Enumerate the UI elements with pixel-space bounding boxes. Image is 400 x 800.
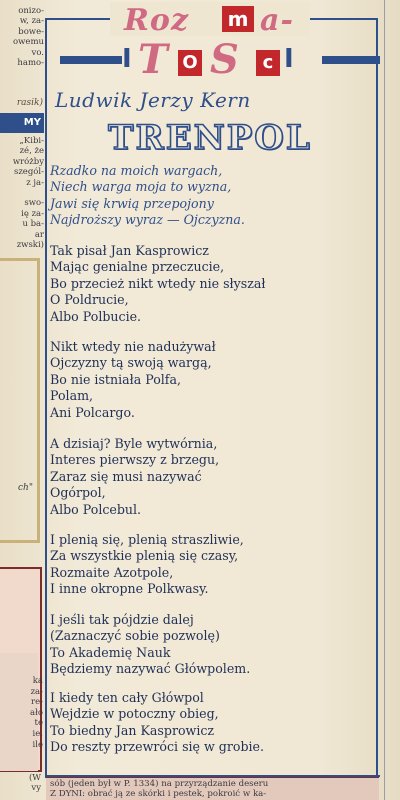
next-article-fragment [46,777,379,800]
fragment-text-2: „Kibi- zé, że wróżby szegól- z ja- swo- ię za- u ba- ar zwski) [12,136,44,251]
poem-stanza-1 [50,243,370,325]
poem-line: (Zaznaczyć sobie pozwolę) [50,628,220,644]
poem-stanza-2 [50,339,370,421]
poem-line: I plenią się, plenią straszliwie, [50,532,244,547]
header-script-s: S [210,36,239,83]
poem-author: Ludwik Jerzy Kern [55,88,251,112]
poem-line: Ogórpol, [50,485,106,501]
poem-line: Będziemy nazywać Główpolem. [50,661,251,677]
poem-line: O Poldrucie, [50,292,129,308]
header-script-right: a- [260,3,294,38]
poem-line: Wejdzie w potoczny obieg, [50,706,219,722]
poem-line: Interes pierwszy z brzegu, [50,452,220,468]
header-red-box-m: m [222,6,254,32]
poem-stanza-6 [50,690,370,756]
poem-line: To biedny Jan Kasprowicz [50,722,215,738]
poem-line: Mając genialne przeczucie, [50,259,225,275]
fragment-heading-band: MY [0,113,44,133]
poem-line: Albo Polbucie. [50,308,142,324]
epigraph-line: Jawi się krwią przepojony [50,195,214,211]
poem-epigraph [50,163,370,229]
poem-line: Ojczyzny tą swoją wargą, [50,355,212,371]
next-article-line: sób (jeden był w P. 1334) na przyrządzanie deseru [50,779,269,789]
poem-title: TRENPOL [108,118,312,158]
epigraph-line: Niech warga moja to wyzna, [50,179,232,195]
adjacent-column-fragments [0,0,45,800]
poem-line: Polam, [50,388,94,404]
poem-stanza-4 [50,532,370,598]
poem-line: I jeśli tak pójdzie dalej [50,612,194,627]
header-letter-i-1: I [122,44,132,74]
poem-line: Albo Polcebul. [50,501,142,517]
header-script-left: Roz [124,3,189,38]
fragment-text-3: ka za- re- ało te ie. ile [30,676,43,750]
fragment-box-1 [0,258,40,543]
fragment-text-4: (W vy [28,773,41,794]
poem-line: Do reszty przewróci się w grobie. [50,739,265,755]
header-red-box-c: c [256,50,280,76]
poem-line: I inne okropne Polkwasy. [50,581,209,597]
fragment-quote: ch" [18,483,33,493]
header-blue-bar-left [60,56,122,64]
epigraph-line: Najdroższy wyraz — Ojczyzna. [50,212,245,228]
section-header-line-1 [110,2,310,36]
poem-line: Bo nie istniała Polfa, [50,371,181,387]
poem-line: Za wszystkie plenią się czasy, [50,548,239,564]
poem-line: Bo przecież nikt wtedy nie słyszał [50,275,266,291]
poem-line: Nikt wtedy nie nadużywał [50,339,216,354]
poem-line: To Akademię Nauk [50,644,171,660]
fragment-text-1: onizo- w, za- bowe- owemu vo. hamo- [13,6,44,69]
next-article-line: Z DYNI: obrać ją ze skórki i pestek, pokroić w ka- [50,789,267,800]
poem-stanza-3 [50,436,370,518]
poem-frame-left-rule [45,18,47,778]
header-red-box-o: O [178,50,202,76]
poem-line: I kiedy ten cały Główpol [50,690,204,705]
poem-stanza-5 [50,612,370,678]
header-blue-bar-right [322,56,380,64]
poem-line: Rozmaite Azotpole, [50,564,174,580]
header-letter-i-2: I [284,44,294,74]
poem-line: Zaraz się musi nazywać [50,468,202,484]
fragment-caption: rasik) [16,98,43,108]
poem-line: A dzisiaj? Byle wytwórnia, [50,436,218,451]
header-script-t: T [138,36,168,83]
epigraph-line: Rzadko na moich wargach, [50,163,223,178]
section-header-line-2 [60,36,380,86]
page-gutter-rule [384,0,385,800]
poem-line: Ani Polcargo. [50,404,135,420]
poem-line: Tak pisał Jan Kasprowicz [50,243,209,258]
